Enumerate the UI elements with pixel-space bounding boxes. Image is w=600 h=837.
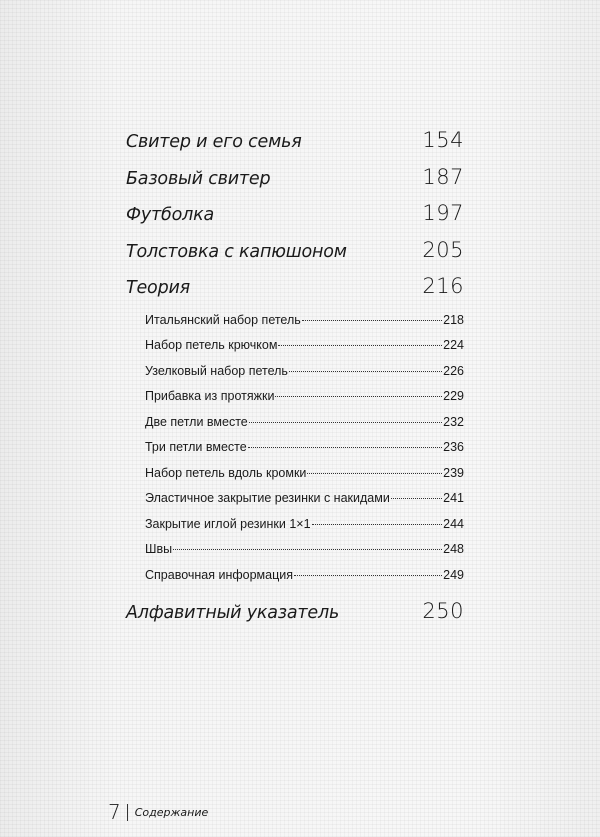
toc-subentry-title: Три петли вместе [145, 440, 247, 454]
toc-subentry[interactable] [145, 542, 464, 568]
toc-entry-title: Алфавитный указатель [126, 603, 340, 623]
toc-subentry[interactable] [145, 466, 464, 492]
toc-subentry[interactable] [145, 568, 464, 594]
toc-subentry[interactable] [145, 491, 464, 517]
toc-subentry-page: 241 [443, 491, 464, 505]
toc-entry-page: 216 [422, 274, 464, 298]
section-name: Содержание [134, 805, 209, 819]
toc-subentry-page: 248 [443, 542, 464, 556]
toc-subentry-page: 244 [443, 516, 464, 531]
toc-entry-page: 197 [422, 201, 464, 225]
dot-leader [248, 447, 442, 448]
toc-subentry-page: 226 [443, 363, 464, 378]
dot-leader [278, 345, 442, 346]
toc-subentry[interactable] [145, 415, 464, 441]
toc-subentry-title: Закрытие иглой резинки 1×1 [145, 516, 311, 531]
toc-entry-theory[interactable] [126, 274, 464, 311]
page-number: 7 [108, 800, 121, 824]
toc-subentry-title: Эластичное закрытие резинки с накидами [145, 491, 390, 505]
toc-entry-page: 250 [422, 599, 464, 623]
toc-entry-index[interactable] [126, 599, 464, 636]
dot-leader [249, 422, 442, 423]
toc-subentry-title: Набор петель вдоль кромки [145, 465, 307, 480]
toc-entry-title: Свитер и его семья [126, 132, 302, 152]
toc-subentry[interactable] [145, 364, 464, 390]
toc-subentry-title: Набор петель крючком [145, 338, 278, 352]
toc-subentry-page: 224 [443, 338, 464, 352]
dot-leader [312, 524, 443, 525]
dot-leader [275, 396, 442, 397]
toc-subentry-page: 236 [443, 440, 464, 454]
toc-subentry-title: Швы [145, 542, 173, 556]
toc-subentry-page: 229 [443, 389, 464, 403]
toc-entry-title: Толстовка с капюшоном [126, 241, 347, 262]
toc-entry-title: Теория [126, 278, 190, 298]
toc-entry-tshirt[interactable] [126, 201, 464, 238]
dot-leader [173, 549, 442, 550]
toc-entry-title: Базовый свитер [126, 168, 271, 189]
toc-subentry-page: 218 [443, 312, 464, 327]
toc-subentry-title: Прибавка из протяжки [145, 389, 275, 403]
toc-entry-page: 187 [422, 164, 464, 189]
toc-entry-page: 154 [422, 128, 464, 152]
toc-subentry-page: 249 [443, 567, 464, 582]
toc-entry-hoodie[interactable] [126, 238, 464, 275]
toc-subentry[interactable] [145, 517, 464, 543]
dot-leader [302, 320, 442, 321]
dot-leader [391, 498, 442, 499]
dot-leader [289, 371, 442, 372]
toc-subsection-list [126, 313, 464, 594]
table-of-contents [126, 128, 464, 636]
dot-leader [294, 575, 442, 576]
toc-subentry-title: Итальянский набор петель [145, 312, 301, 327]
footer-divider [127, 804, 128, 821]
dot-leader [307, 473, 442, 474]
toc-subentry-page: 239 [443, 465, 464, 480]
toc-subentry-title: Узелковый набор петель [145, 363, 288, 378]
toc-subentry[interactable] [145, 440, 464, 466]
toc-entry-title: Футболка [126, 205, 214, 225]
toc-subentry-title: Две петли вместе [145, 414, 248, 429]
toc-subentry[interactable] [145, 389, 464, 415]
toc-entry-page: 205 [422, 237, 464, 262]
toc-subentry-page: 232 [443, 414, 464, 429]
toc-subentry-title: Справочная информация [145, 567, 294, 582]
toc-subentry[interactable] [145, 338, 464, 364]
toc-entry-basic-sweater[interactable] [126, 165, 464, 202]
page-footer [108, 800, 208, 824]
toc-subentry[interactable] [145, 313, 464, 339]
toc-entry-sweater-family[interactable] [126, 128, 464, 165]
